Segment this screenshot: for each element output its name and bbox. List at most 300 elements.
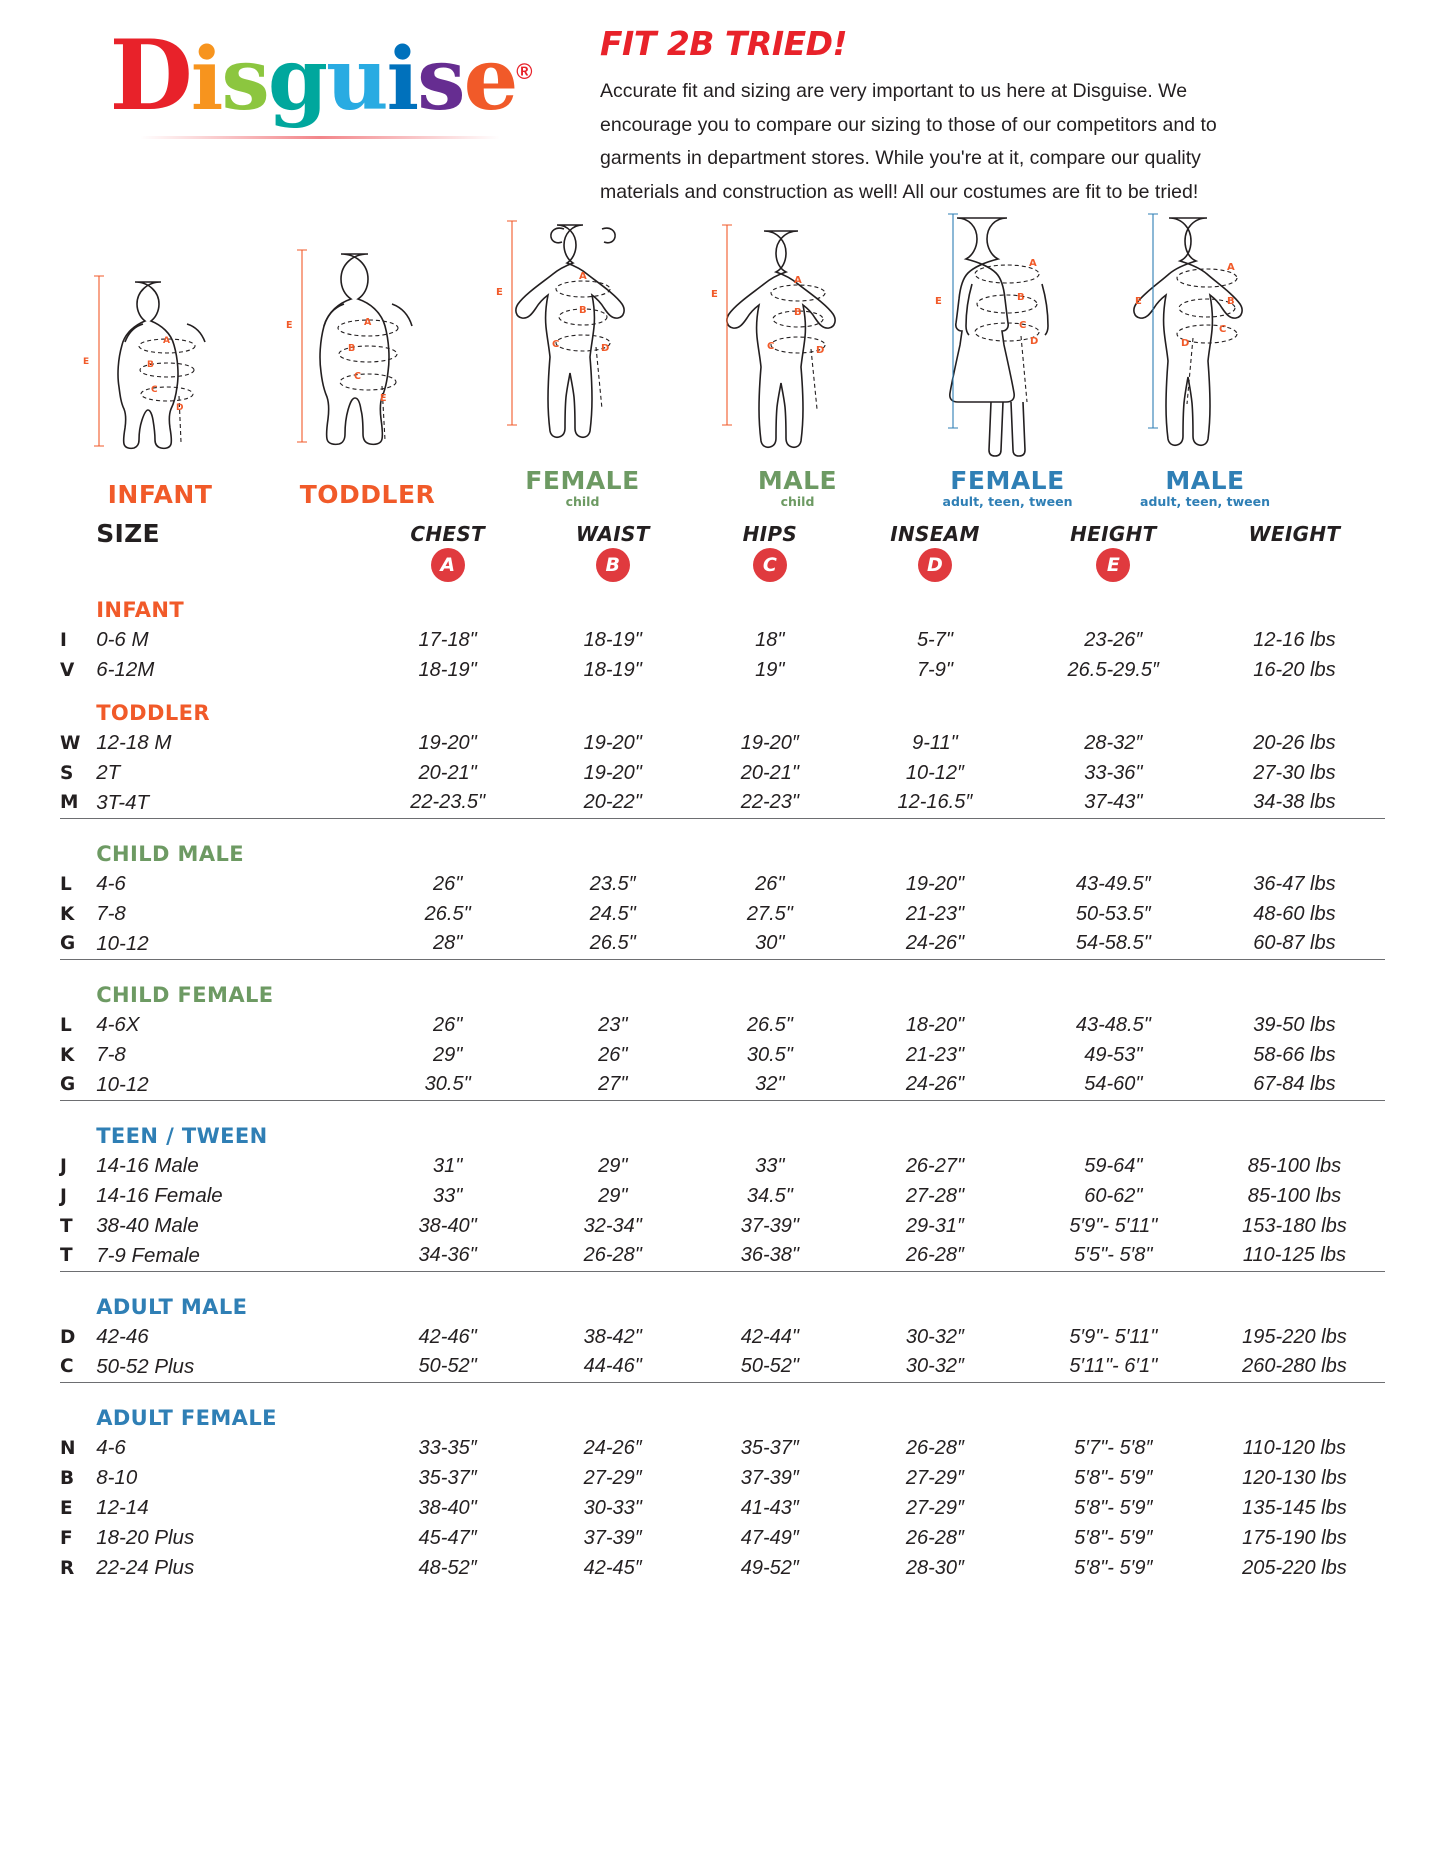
row-chest: 35-37″ [418, 1466, 477, 1489]
page-header [0, 0, 1445, 209]
column-header-size: SIZE [96, 519, 160, 549]
row-height: 5′8"- 5′9″ [1074, 1466, 1153, 1489]
group-header-teen-tween [60, 1108, 1385, 1151]
logo-letter-s: s [221, 29, 268, 130]
row-size: 38-40 Male [96, 1214, 199, 1238]
group-header-toddler [60, 685, 1385, 728]
row-weight: 58-66 lbs [1253, 1043, 1336, 1066]
svg-text:A: A [363, 317, 371, 329]
row-inseam: 27-28" [905, 1184, 965, 1207]
group-label: ADULT FEMALE [96, 1406, 277, 1431]
row-chest: 48-52″ [418, 1556, 477, 1579]
row-hips: 35-37″ [740, 1436, 799, 1459]
row-waist: 44-46" [583, 1355, 642, 1378]
key-badge-c: C [753, 548, 787, 582]
row-weight: 135-145 lbs [1242, 1496, 1347, 1519]
table-row [60, 869, 1385, 899]
svg-text:E: E [495, 287, 503, 299]
svg-text:C: C [151, 385, 158, 396]
table-row [60, 1241, 1385, 1271]
row-code: F [60, 1527, 73, 1549]
row-weight: 85-100 lbs [1247, 1184, 1342, 1207]
row-hips: 18" [755, 628, 785, 651]
group-header-infant [60, 582, 1385, 625]
row-inseam: 7-9" [916, 658, 953, 681]
row-chest: 26.5" [424, 902, 471, 925]
figure-adult-male [1110, 212, 1300, 509]
row-size: 0-6 M [96, 628, 149, 652]
logo-letter-i2: i [386, 29, 418, 130]
row-weight: 20-26 lbs [1253, 731, 1336, 754]
svg-text:A: A [578, 271, 587, 283]
row-waist: 27" [598, 1073, 628, 1096]
page-title: FIT 2B TRIED! [600, 24, 848, 63]
row-hips: 50-52" [740, 1355, 799, 1378]
row-height: 43-49.5″ [1075, 872, 1151, 895]
svg-text:D: D [1181, 338, 1190, 350]
row-chest: 17-18" [418, 628, 477, 651]
row-height: 5′11"- 6′1" [1069, 1355, 1158, 1378]
row-chest: 31" [432, 1154, 463, 1177]
column-header-waist: WAIST [575, 521, 650, 546]
row-chest: 19-20" [418, 731, 477, 754]
row-inseam: 18-20" [905, 1013, 965, 1036]
row-inseam: 12-16.5″ [897, 791, 973, 814]
figure-infant [60, 246, 260, 509]
row-size: 7-8 [96, 1043, 126, 1067]
row-chest: 29" [432, 1043, 463, 1066]
row-size: 3T-4T [96, 790, 149, 814]
row-weight: 153-180 lbs [1242, 1214, 1347, 1237]
row-hips: 22-23" [740, 791, 799, 814]
svg-text:B: B [793, 307, 802, 319]
row-waist: 18-19" [583, 628, 642, 651]
row-code: T [60, 1245, 73, 1267]
table-row [60, 1040, 1385, 1070]
table-key-row [60, 548, 1385, 582]
row-height: 43-48.5" [1075, 1013, 1151, 1036]
row-weight: 48-60 lbs [1253, 902, 1336, 925]
table-row [60, 758, 1385, 788]
table-row [60, 929, 1385, 959]
row-weight: 85-100 lbs [1247, 1154, 1342, 1177]
row-chest: 34-36" [418, 1244, 477, 1267]
svg-text:C: C [1019, 320, 1027, 332]
group-header-child-male [60, 826, 1385, 869]
row-code: L [60, 1014, 72, 1036]
row-waist: 26" [598, 1043, 628, 1066]
row-code: C [60, 1356, 74, 1378]
row-hips: 26.5" [746, 1013, 793, 1036]
figure-label-toddler: TODDLER [299, 480, 436, 510]
table-row [60, 1322, 1385, 1352]
row-chest: 33" [432, 1184, 463, 1207]
group-header-adult-female [60, 1390, 1385, 1433]
row-height: 33-36" [1084, 761, 1143, 784]
row-waist: 24-26″ [583, 1436, 642, 1459]
row-height: 5′8"- 5′9″ [1074, 1526, 1153, 1549]
svg-text:D: D [176, 403, 184, 414]
row-divider [60, 1100, 1385, 1108]
svg-text:C: C [353, 371, 361, 383]
row-inseam: 21-23" [905, 1043, 965, 1066]
row-hips: 47-49″ [740, 1526, 799, 1549]
row-weight: 39-50 lbs [1253, 1013, 1336, 1036]
column-header-weight: WEIGHT [1248, 521, 1341, 546]
svg-text:C: C [766, 341, 774, 353]
row-inseam: 10-12″ [905, 761, 965, 784]
row-height: 5′8"- 5′9″ [1074, 1556, 1153, 1579]
row-height: 5′7"- 5′8″ [1074, 1436, 1153, 1459]
logo-letter-e: e [463, 29, 517, 130]
column-header-chest: CHEST [410, 521, 485, 546]
row-hips: 36-38" [740, 1244, 799, 1267]
row-code: K [60, 1044, 75, 1066]
group-label: TODDLER [96, 701, 210, 726]
row-inseam: 24-26" [905, 932, 965, 955]
svg-text:A: A [1029, 258, 1037, 270]
row-size: 12-14 [96, 1496, 149, 1520]
row-hips: 49-52″ [740, 1556, 799, 1579]
row-code: L [60, 873, 72, 895]
row-inseam: 24-26" [905, 1073, 965, 1096]
row-hips: 30.5" [746, 1043, 793, 1066]
row-chest: 33-35″ [418, 1436, 477, 1459]
row-chest: 50-52" [418, 1355, 477, 1378]
row-waist: 38-42" [583, 1325, 642, 1348]
svg-text:B: B [578, 305, 587, 317]
table-row [60, 1463, 1385, 1493]
row-size: 10-12 [96, 1072, 149, 1096]
row-inseam: 29-31″ [905, 1214, 965, 1237]
row-weight: 195-220 lbs [1242, 1325, 1347, 1348]
svg-text:E: E [935, 296, 942, 308]
row-weight: 260-280 lbs [1242, 1355, 1347, 1378]
row-waist: 26-28" [583, 1244, 642, 1267]
row-height: 5′5"- 5′8" [1074, 1244, 1153, 1267]
group-label: CHILD FEMALE [96, 983, 274, 1008]
table-row [60, 1433, 1385, 1463]
svg-text:D: D [815, 345, 824, 357]
key-badge-b: B [596, 548, 630, 582]
row-divider [60, 959, 1385, 967]
row-inseam: 19-20" [905, 872, 965, 895]
logo-letter-i: i [190, 29, 222, 130]
row-inseam: 5-7" [916, 628, 953, 651]
row-weight: 27-30 lbs [1253, 761, 1336, 784]
row-size: 50-52 Plus [96, 1354, 195, 1378]
row-chest: 26" [432, 1013, 463, 1036]
row-code: I [60, 629, 67, 651]
row-inseam: 9-11" [912, 731, 958, 754]
row-height: 54-60" [1084, 1073, 1143, 1096]
row-inseam: 27-29″ [905, 1466, 965, 1489]
row-inseam: 28-30″ [905, 1556, 965, 1579]
figure-adult-female [905, 212, 1110, 509]
row-inseam: 26-28″ [905, 1244, 965, 1267]
row-weight: 175-190 lbs [1242, 1526, 1347, 1549]
row-size: 4-6X [96, 1013, 140, 1037]
row-chest: 38-40" [418, 1214, 477, 1237]
row-code: M [60, 792, 79, 814]
row-size: 14-16 Male [96, 1154, 199, 1178]
row-inseam: 26-28″ [905, 1526, 965, 1549]
row-inseam: 26-28″ [905, 1436, 965, 1459]
svg-text:D: D [600, 343, 609, 355]
adult-female-body-diagram [915, 212, 1100, 462]
row-divider [60, 818, 1385, 826]
row-height: 5′9"- 5′11" [1069, 1214, 1158, 1237]
row-hips: 32" [755, 1073, 785, 1096]
group-label: TEEN / TWEEN [96, 1124, 268, 1149]
column-header-height: HEIGHT [1070, 521, 1157, 546]
row-waist: 26.5" [589, 932, 636, 955]
row-weight: 110-120 lbs [1242, 1436, 1346, 1459]
child-male-body-diagram [703, 217, 893, 462]
row-weight: 16-20 lbs [1253, 658, 1336, 681]
row-inseam: 27-29″ [905, 1496, 965, 1519]
figure-child-female [475, 217, 690, 509]
row-hips: 19" [755, 658, 785, 681]
logo-wordmark [109, 19, 531, 132]
row-inseam: 30-32″ [905, 1355, 965, 1378]
figure-child-male [690, 217, 905, 509]
row-waist: 23" [598, 1013, 628, 1036]
row-code: W [60, 732, 81, 754]
row-waist: 29" [598, 1184, 628, 1207]
row-height: 59-64" [1084, 1154, 1143, 1177]
svg-text:E: E [710, 289, 718, 301]
svg-text:E: E [83, 357, 90, 368]
table-row [60, 655, 1385, 685]
key-badge-d: D [918, 548, 952, 582]
figure-sublabel-child-male: child [780, 494, 815, 510]
row-code: R [60, 1557, 75, 1579]
row-hips: 37-39″ [740, 1466, 799, 1489]
row-waist: 29" [598, 1154, 628, 1177]
group-label: INFANT [96, 598, 185, 623]
figure-label-adult-female: FEMALE [950, 466, 1065, 496]
row-height: 5′9"- 5′11" [1069, 1325, 1158, 1348]
row-size: 42-46 [96, 1325, 149, 1349]
svg-text:A: A [1227, 262, 1235, 274]
row-hips: 20-21" [740, 761, 799, 784]
row-size: 14-16 Female [96, 1184, 223, 1208]
figure-sublabel-adult-male: adult, teen, tween [1140, 494, 1270, 510]
row-chest: 20-21" [418, 761, 477, 784]
svg-text:A: A [163, 336, 170, 347]
logo-letter-u: u [325, 29, 387, 130]
table-row [60, 1181, 1385, 1211]
row-code: T [60, 1215, 73, 1237]
svg-text:D: D [1030, 336, 1039, 348]
row-hips: 34.5" [746, 1184, 793, 1207]
row-chest: 22-23.5" [410, 791, 486, 814]
row-waist: 19-20" [583, 761, 642, 784]
row-size: 7-9 Female [96, 1243, 200, 1267]
row-height: 28-32″ [1084, 731, 1143, 754]
row-inseam: 30-32″ [905, 1325, 965, 1348]
row-divider [60, 1382, 1385, 1390]
row-code: G [60, 1074, 76, 1096]
row-waist: 32-34" [583, 1214, 642, 1237]
brand-logo [60, 18, 580, 139]
row-waist: 27-29″ [583, 1466, 642, 1489]
row-waist: 30-33" [583, 1496, 642, 1519]
row-divider [60, 1271, 1385, 1279]
row-hips: 30" [755, 932, 785, 955]
group-header-adult-male [60, 1279, 1385, 1322]
row-height: 54-58.5" [1075, 932, 1151, 955]
key-badge-a: A [431, 548, 465, 582]
row-weight: 67-84 lbs [1253, 1073, 1336, 1096]
row-waist: 37-39″ [583, 1526, 642, 1549]
table-row [60, 1352, 1385, 1382]
row-waist: 24.5" [589, 902, 636, 925]
row-weight: 60-87 lbs [1253, 932, 1336, 955]
figure-row [0, 209, 1445, 509]
table-row [60, 1523, 1385, 1553]
table-row [60, 1211, 1385, 1241]
row-size: 6-12M [96, 658, 155, 682]
row-hips: 42-44" [740, 1325, 799, 1348]
intro-block [580, 18, 1280, 209]
logo-divider [140, 136, 500, 139]
row-code: K [60, 903, 75, 925]
row-weight: 120-130 lbs [1242, 1466, 1347, 1489]
svg-text:E: E [285, 320, 292, 332]
row-inseam: 26-27" [905, 1154, 965, 1177]
group-header-child-female [60, 967, 1385, 1010]
figure-sublabel-adult-female: adult, teen, tween [942, 494, 1073, 510]
child-female-body-diagram [488, 217, 678, 462]
row-waist: 42-45″ [583, 1556, 642, 1579]
group-label: ADULT MALE [96, 1295, 248, 1320]
logo-letter-d: D [109, 19, 191, 132]
row-code: J [60, 1155, 67, 1177]
row-code: D [60, 1326, 76, 1348]
row-waist: 23.5″ [589, 872, 636, 895]
row-code: G [60, 933, 76, 955]
table-row [60, 1070, 1385, 1100]
row-code: J [60, 1185, 67, 1207]
logo-letter-g: g [267, 29, 326, 130]
intro-paragraph: Accurate fit and sizing are very important to us here at Disguise. We encourage you to compare our sizing to those of our competitors and to garments in department stores. While you're at it, compare our quality materials and construction as well! All our costumes are fit to be tried! [600, 80, 1217, 203]
table-row [60, 1010, 1385, 1040]
key-badge-e: E [1096, 548, 1130, 582]
size-chart-table [60, 519, 1385, 1583]
table-row [60, 625, 1385, 655]
row-code: N [60, 1437, 76, 1459]
row-code: E [60, 1497, 73, 1519]
row-height: 5′8"- 5′9″ [1074, 1496, 1153, 1519]
row-height: 50-53.5″ [1075, 902, 1151, 925]
row-weight: 12-16 lbs [1253, 628, 1336, 651]
table-row [60, 728, 1385, 758]
row-size: 7-8 [96, 902, 126, 926]
figure-toddler [260, 236, 475, 509]
row-size: 18-20 Plus [96, 1526, 195, 1550]
row-size: 10-12 [96, 931, 149, 955]
row-chest: 42-46" [418, 1325, 477, 1348]
infant-body-diagram [75, 246, 245, 476]
toddler-body-diagram [278, 236, 458, 476]
row-chest: 30.5" [424, 1073, 471, 1096]
row-size: 22-24 Plus [96, 1556, 195, 1580]
row-height: 49-53" [1084, 1043, 1143, 1066]
group-label: CHILD MALE [96, 842, 245, 867]
row-hips: 26" [755, 872, 785, 895]
column-header-inseam: INSEAM [890, 521, 980, 546]
row-hips: 41-43″ [740, 1496, 799, 1519]
svg-text:B: B [147, 360, 154, 371]
row-height: 23-26″ [1084, 628, 1143, 651]
svg-text:B: B [347, 343, 355, 355]
row-chest: 28" [432, 932, 463, 955]
figure-sublabel-child-female: child [565, 494, 600, 510]
row-chest: 38-40" [418, 1496, 477, 1519]
row-waist: 19-20" [583, 731, 642, 754]
figure-label-adult-male: MALE [1165, 466, 1245, 496]
row-waist: 18-19" [583, 658, 642, 681]
svg-text:C: C [1219, 324, 1227, 336]
table-header-row [60, 519, 1385, 548]
row-code: V [60, 659, 75, 681]
logo-letter-s2: s [417, 29, 464, 130]
table-row [60, 1151, 1385, 1181]
svg-text:A: A [793, 275, 802, 287]
row-weight: 110-125 lbs [1242, 1244, 1346, 1267]
registered-trademark-icon: ® [516, 59, 531, 85]
row-chest: 26" [432, 872, 463, 895]
svg-text:E: E [1135, 296, 1142, 308]
row-height: 26.5-29.5″ [1067, 658, 1160, 681]
figure-label-child-male: MALE [757, 466, 838, 496]
row-size: 8-10 [96, 1466, 138, 1490]
table-row [60, 1553, 1385, 1583]
row-hips: 37-39" [740, 1214, 799, 1237]
row-hips: 33" [755, 1154, 785, 1177]
table-row [60, 1493, 1385, 1523]
row-weight: 34-38 lbs [1253, 791, 1336, 814]
figure-label-child-female: FEMALE [525, 466, 640, 496]
column-header-hips: HIPS [742, 521, 798, 546]
svg-text:B: B [1227, 296, 1235, 308]
table-row [60, 899, 1385, 929]
adult-male-body-diagram [1115, 212, 1295, 462]
row-height: 60-62" [1084, 1184, 1143, 1207]
row-height: 37-43" [1084, 791, 1143, 814]
row-hips: 19-20″ [740, 731, 799, 754]
row-size: 2T [96, 761, 121, 785]
table-row [60, 788, 1385, 818]
row-code: B [60, 1467, 75, 1489]
size-chart-section [0, 509, 1445, 1583]
row-waist: 20-22" [583, 791, 642, 814]
row-size: 4-6 [96, 872, 126, 896]
figure-label-infant: INFANT [107, 480, 213, 510]
row-chest: 18-19" [418, 658, 477, 681]
row-code: S [60, 762, 74, 784]
svg-text:B: B [1017, 292, 1025, 304]
row-size: 4-6 [96, 1436, 126, 1460]
svg-text:E: E [379, 393, 386, 405]
row-hips: 27.5" [746, 902, 793, 925]
row-chest: 45-47″ [418, 1526, 477, 1549]
row-size: 12-18 M [96, 731, 172, 755]
row-inseam: 21-23" [905, 902, 965, 925]
row-weight: 36-47 lbs [1253, 872, 1336, 895]
